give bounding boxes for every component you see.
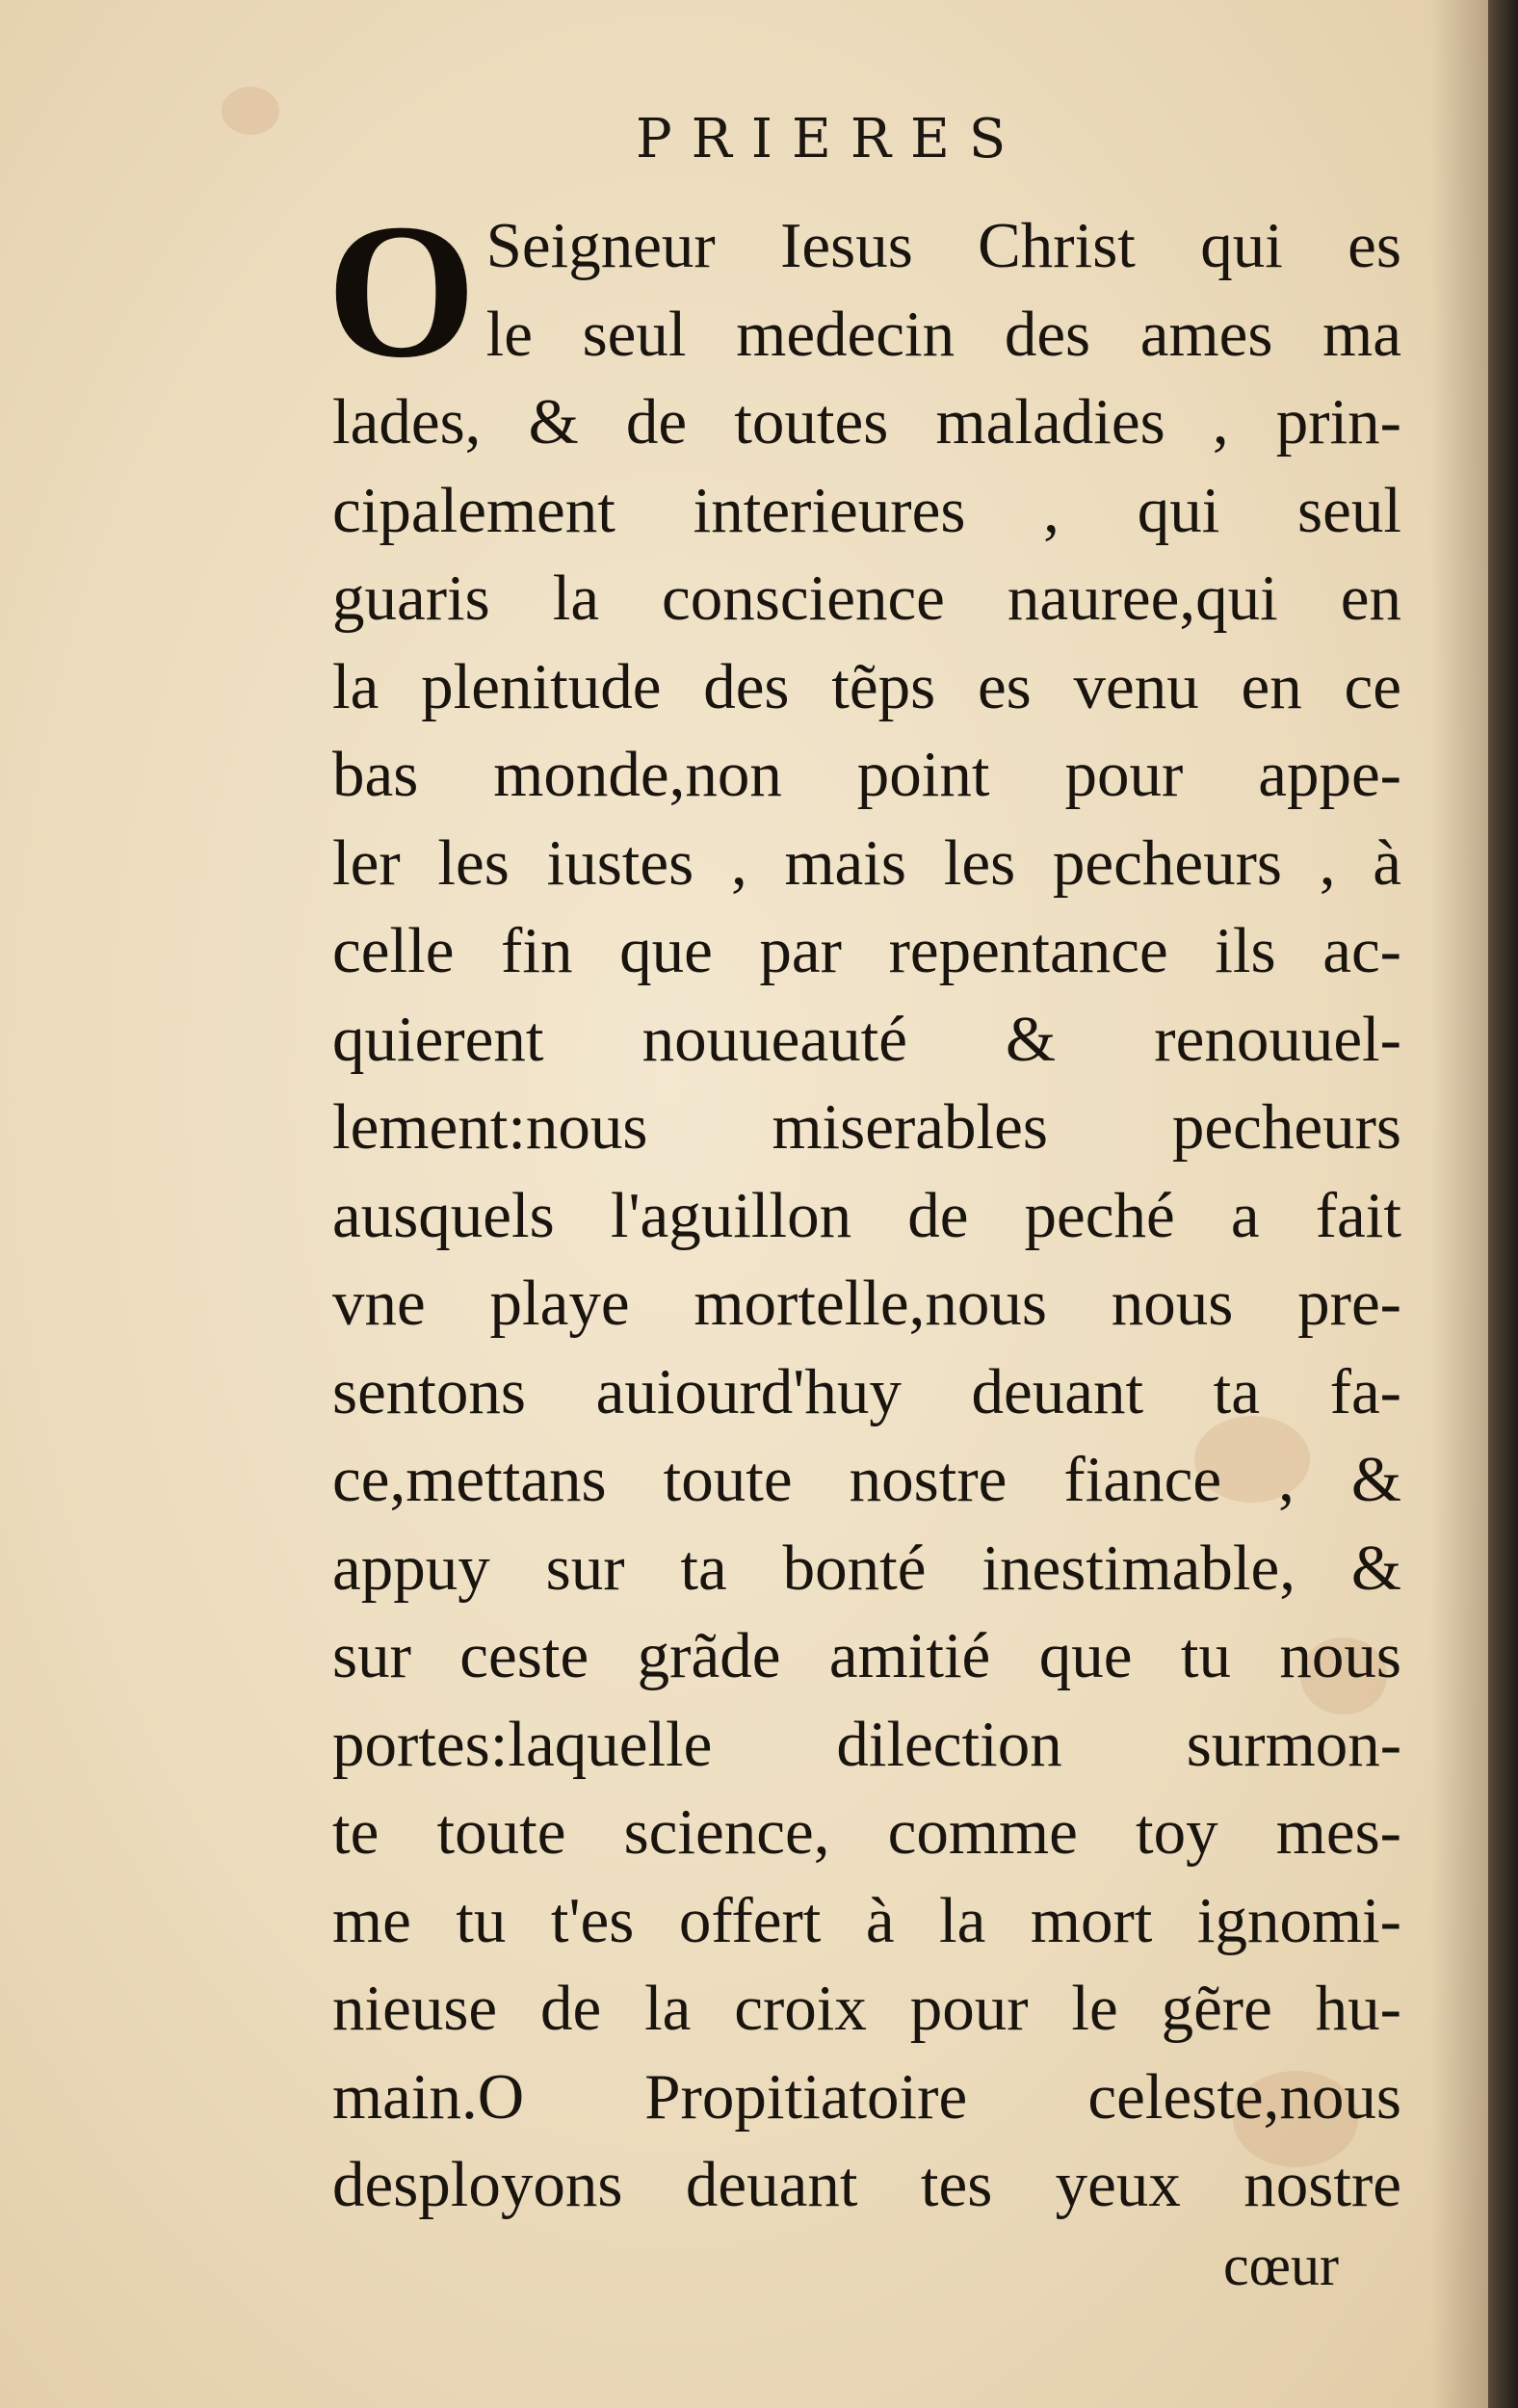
text-line: lement:nous miserables pecheurs [332, 1091, 1401, 1163]
text-line: cipalement interieures , qui seul [332, 474, 1401, 546]
text-line: portes:laquelle dilection surmon- [332, 1708, 1401, 1780]
text-line: celle fin que par repentance ils ac- [332, 915, 1401, 986]
running-head: PRIERES [636, 108, 1026, 170]
text-line: desployons deuant tes yeux nostre [332, 2149, 1401, 2220]
text-line: Seigneur Iesus Christ qui es [485, 210, 1401, 281]
text-line: te toute science, comme toy mes- [332, 1796, 1401, 1868]
text-line: vne playe mortelle,nous nous pre- [332, 1268, 1401, 1339]
text-line: nieuse de la croix pour le gẽre hu- [332, 1973, 1401, 2044]
text-line: appuy sur ta bonté inestimable, & [332, 1531, 1401, 1604]
text-line: lades, & de toutes maladies , prin- [332, 386, 1401, 458]
text-line: guaris la conscience nauree,qui en [332, 563, 1401, 634]
text-line: la plenitude des tẽps es venu en ce [332, 650, 1401, 722]
text-line: main.O Propitiatoire celeste,nous [332, 2060, 1401, 2133]
text-line: ce,mettans toute nostre fiance , & [332, 1444, 1401, 1515]
text-line: ausquels l'aguillon de peché a fait [332, 1179, 1401, 1251]
text-line: me tu t'es offert à la mort ignomi- [332, 1884, 1401, 1956]
book-spine-edge [1488, 0, 1518, 2408]
prayer-text [327, 185, 1401, 2230]
catchword: cœur [1223, 2234, 1339, 2297]
text-line: sentons auiourd'huy deuant ta fa- [332, 1355, 1401, 1427]
text-line: quierent nouueauté & renouuel- [332, 1003, 1401, 1075]
text-line: le seul medecin des ames ma [485, 298, 1401, 370]
foxing-stain [222, 87, 279, 135]
text-line: ler les iustes , mais les pecheurs , à [332, 826, 1401, 899]
text-line: sur ceste grãde amitié que tu nous [332, 1620, 1401, 1691]
drop-cap: O [327, 185, 477, 398]
text-line: bas monde,non point pour appe- [332, 739, 1401, 810]
